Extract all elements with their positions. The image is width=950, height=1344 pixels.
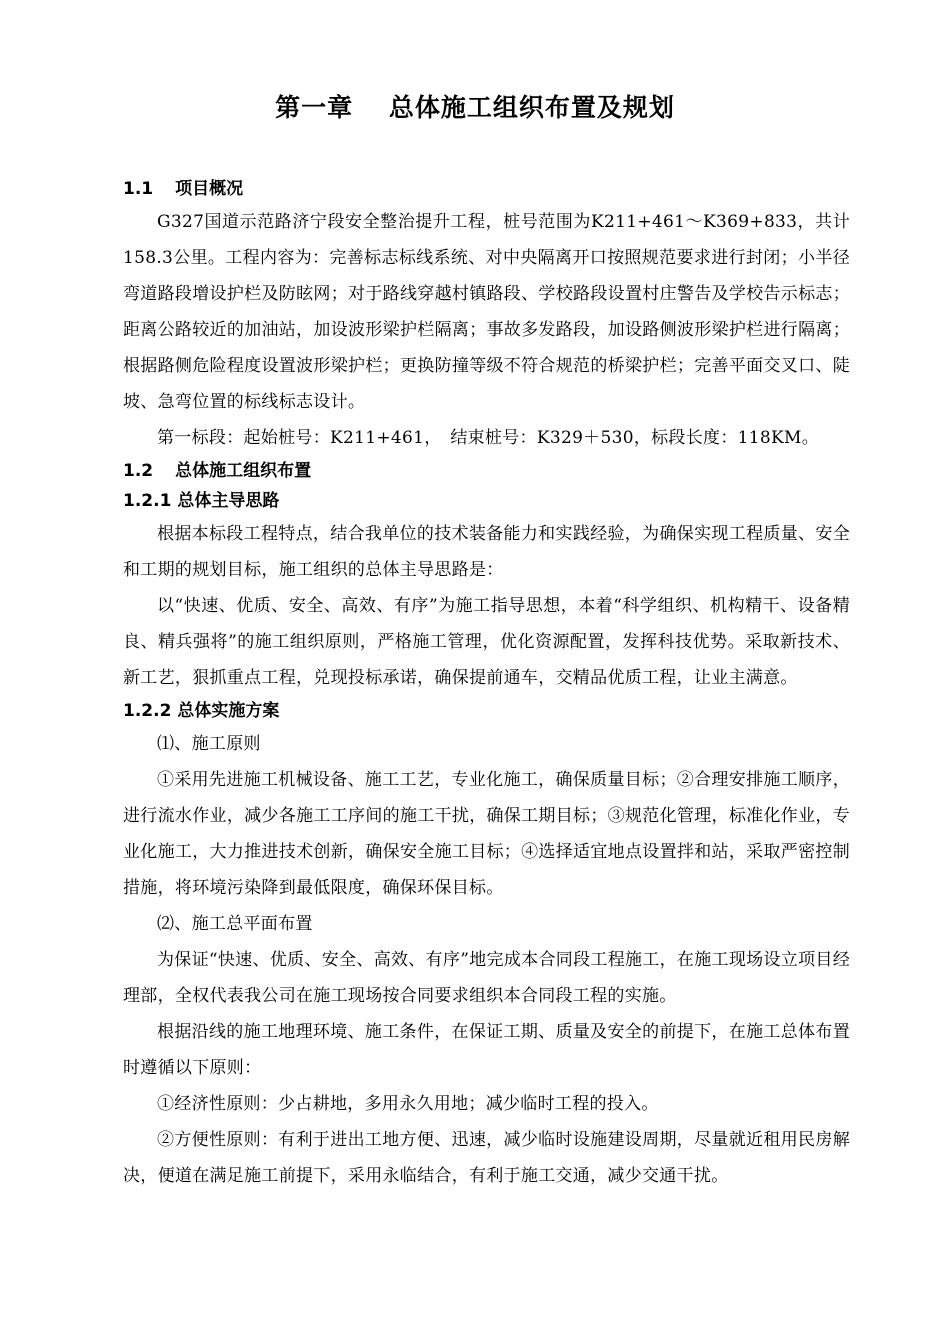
section-number: 1.1 (123, 179, 154, 199)
section-number: 1.2 (123, 461, 154, 481)
subsection-heading-1-2-2: 1.2.2 总体实施方案 (123, 701, 280, 721)
paragraph-segment-one: 第一标段：起始桩号：K211+461， 结束桩号：K329＋530，标段长度：118KM。 (157, 428, 819, 448)
subsection-heading-1-2-1: 1.2.1 总体主导思路 (123, 491, 280, 511)
paragraph: ②方便性原则：有利于进出工地方便、迅速，减少临时设施建设周期，尽量就近租用民房解决，便道在满足施工前提下，采用永临结合，有利于施工交通，减少交通干扰。 (123, 1130, 850, 1186)
section-heading-text: 总体施工组织布置 (175, 461, 312, 481)
list-label-layout: ⑵、施工总平面布置 (157, 914, 313, 934)
document-body (123, 174, 850, 1194)
paragraph: ①采用先进施工机械设备、施工工艺，专业化施工，确保质量目标；②合理安排施工顺序，进行流水作业，减少各施工工序间的施工干扰，确保工期目标；③规范化管理，标准化作业，专业化施工，大力推进技术创新，确保安全施工目标；④选择适宜地点设置拌和站，采取严密控制措施，将环境污染降到最低限度，确保环保目标。 (123, 770, 850, 898)
paragraph: 为保证“快速、优质、安全、高效、有序”地完成本合同段工程施工，在施工现场设立项目经理部，全权代表我公司在施工现场按合同要求组织本合同段工程的实施。 (123, 950, 850, 1006)
section-heading-1-1 (123, 174, 850, 204)
paragraph: 以“快速、优质、安全、高效、有序”为施工指导思想，本着“科学组织、机构精干、设备精良、精兵强将”的施工组织原则，严格施工管理，优化资源配置，发挥科技优势。采取新技术、新工艺，狠抓重点工程，兑现投标承诺，确保提前通车，交精品优质工程，让业主满意。 (123, 596, 850, 688)
paragraph: ①经济性原则：少占耕地，多用永久用地；减少临时工程的投入。 (157, 1094, 659, 1114)
chapter-title: 第一章 总体施工组织布置及规划 (275, 93, 675, 122)
paragraph: 根据沿线的施工地理环境、施工条件，在保证工期、质量及安全的前提下，在施工总体布置时遵循以下原则： (123, 1022, 850, 1078)
section-heading-text: 项目概况 (175, 179, 244, 199)
paragraph: 根据本标段工程特点，结合我单位的技术装备能力和实践经验，为确保实现工程质量、安全和工期的规划目标，施工组织的总体主导思路是： (123, 524, 850, 580)
section-heading-1-2 (123, 456, 850, 486)
list-label-principles: ⑴、施工原则 (157, 734, 261, 754)
paragraph-overview: G327国道示范路济宁段安全整治提升工程，桩号范围为K211+461～K369+833，共计158.3公里。工程内容为：完善标志标线系统、对中央隔离开口按照规范要求进行封闭；小半径弯道路段增设护栏及防眩网；对于路线穿越村镇路段、学校路段设置村庄警告及学校告示标志；距离公路较近的加油站，加设波形梁护栏隔离；事故多发路段，加设路侧波形梁护栏进行隔离；根据路侧危险程度设置波形梁护栏；更换防撞等级不符合规范的桥梁护栏；完善平面交叉口、陡坡、急弯位置的标线标志设计。 (123, 212, 850, 412)
